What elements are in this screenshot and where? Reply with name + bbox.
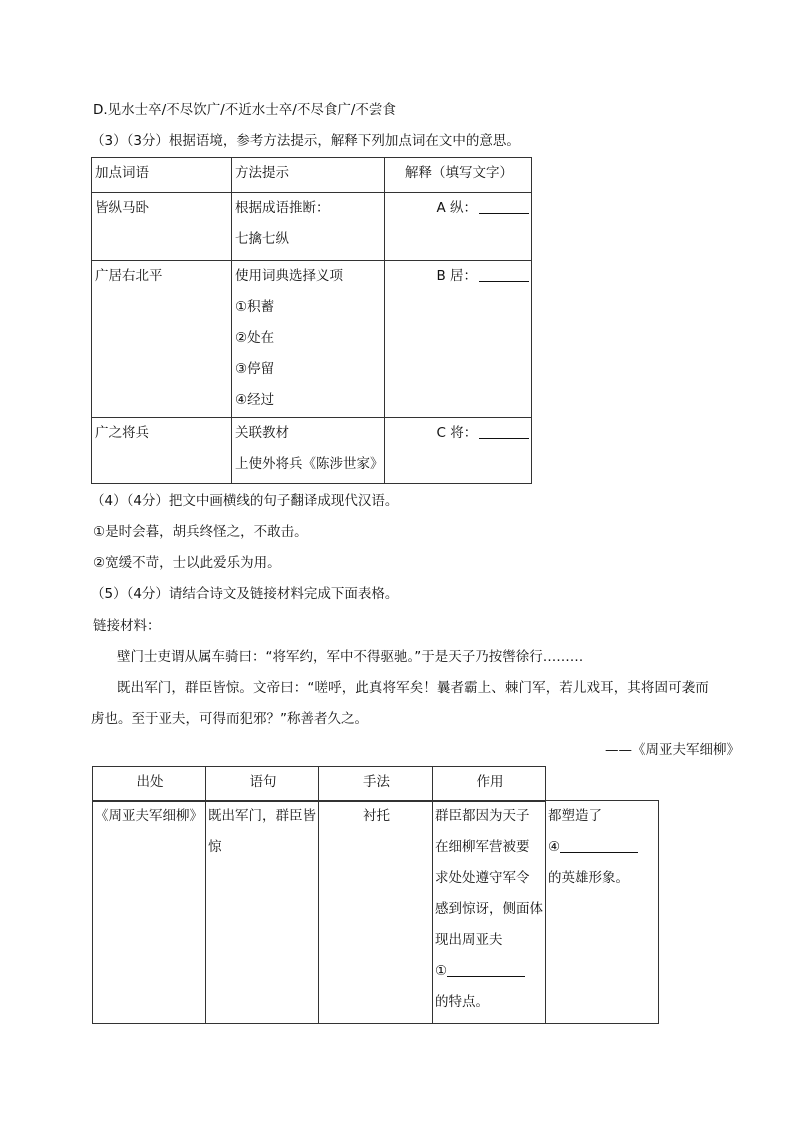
table-row bbox=[92, 418, 532, 484]
analysis-table-header bbox=[92, 766, 546, 802]
row-technique: 衬托 bbox=[363, 808, 390, 824]
answer-blank-1[interactable] bbox=[447, 962, 525, 977]
question-4-item-1: ①是时会暮，胡兵终怪之，不敢击。 bbox=[93, 524, 308, 540]
vocab-table bbox=[91, 157, 532, 484]
header-explain: 解释（填写文字） bbox=[405, 165, 513, 181]
question-3: （3）（3分）根据语境，参考方法提示，解释下列加点词在文中的意思。 bbox=[91, 133, 520, 149]
row-hint: ④经过 bbox=[235, 392, 275, 408]
row-sentence: 惊 bbox=[208, 839, 222, 855]
row-word: 皆纵马卧 bbox=[95, 200, 149, 216]
answer-blank-b[interactable] bbox=[479, 267, 529, 282]
row-effect2: 都塑造了 bbox=[548, 808, 602, 824]
question-4: （4）（4分）把文中画横线的句子翻译成现代汉语。 bbox=[91, 493, 399, 509]
row-effect: 在细柳军营被要 bbox=[435, 839, 530, 855]
link-material-label: 链接材料： bbox=[93, 618, 161, 634]
header-effect: 作用 bbox=[476, 774, 504, 790]
table-header-row bbox=[93, 767, 546, 802]
answer-label-a: A 纵： bbox=[436, 200, 478, 216]
answer-blank-a[interactable] bbox=[479, 199, 529, 214]
table-row bbox=[92, 261, 532, 418]
blank-1-label: ① bbox=[435, 963, 448, 979]
answer-blank-c[interactable] bbox=[479, 424, 529, 439]
table-row bbox=[93, 801, 659, 1024]
analysis-table-body bbox=[92, 800, 659, 1024]
header-source: 出处 bbox=[136, 774, 164, 790]
header-technique: 手法 bbox=[363, 774, 390, 790]
row-hint: 使用词典选择义项 bbox=[235, 268, 343, 284]
source-attribution: ——《周亚夫军细柳》 bbox=[605, 742, 740, 758]
answer-label-c: C 将： bbox=[436, 425, 478, 441]
row-word: 广之将兵 bbox=[95, 425, 149, 441]
answer-label-b: B 居： bbox=[436, 268, 478, 284]
table-header-row bbox=[92, 158, 532, 193]
row-hint: ③停留 bbox=[235, 361, 275, 377]
row-effect: 的特点。 bbox=[435, 994, 489, 1010]
table-row bbox=[92, 193, 532, 261]
answer-blank-4[interactable] bbox=[560, 838, 638, 853]
row-effect2: 的英雄形象。 bbox=[548, 870, 629, 886]
question-5: （5）（4分）请结合诗文及链接材料完成下面表格。 bbox=[91, 586, 399, 602]
row-hint: 根据成语推断： bbox=[235, 200, 330, 216]
row-hint: ①积蓄 bbox=[235, 299, 275, 315]
blank-4-label: ④ bbox=[548, 839, 561, 855]
row-hint: 七擒七纵 bbox=[235, 231, 289, 247]
row-hint: 上使外将兵《陈涉世家》 bbox=[235, 456, 384, 472]
row-effect: 感到惊讶，侧面体 bbox=[435, 901, 543, 917]
row-word: 广居右北平 bbox=[95, 268, 163, 284]
paragraph-1: 壁门士吏谓从属车骑曰：“将军约，军中不得驱驰。”于是天子乃按辔徐行……… bbox=[117, 649, 584, 665]
header-sentence: 语句 bbox=[249, 774, 277, 790]
row-effect: 求处处遵守军令 bbox=[435, 870, 530, 886]
row-source: 《周亚夫军细柳》 bbox=[95, 808, 203, 824]
option-d: D.见水士卒/不尽饮广/不近水士卒/不尽食广/不尝食 bbox=[93, 102, 396, 118]
paragraph-2a: 既出军门，群臣皆惊。文帝曰：“嗟呼，此真将军矣！曩者霸上、棘门军，若儿戏耳，其将固可袭而 bbox=[117, 680, 709, 696]
row-effect: 现出周亚夫 bbox=[435, 932, 503, 948]
row-sentence: 既出军门，群臣皆 bbox=[208, 808, 316, 824]
header-word: 加点词语 bbox=[95, 165, 149, 181]
row-hint: 关联教材 bbox=[235, 425, 289, 441]
row-effect: 群臣都因为天子 bbox=[435, 808, 530, 824]
paragraph-2b: 虏也。至于亚夫，可得而犯邪？”称善者久之。 bbox=[91, 711, 368, 727]
question-4-item-2: ②宽缓不苛，士以此爱乐为用。 bbox=[93, 555, 281, 571]
row-hint: ②处在 bbox=[235, 330, 275, 346]
header-hint: 方法提示 bbox=[235, 165, 289, 181]
